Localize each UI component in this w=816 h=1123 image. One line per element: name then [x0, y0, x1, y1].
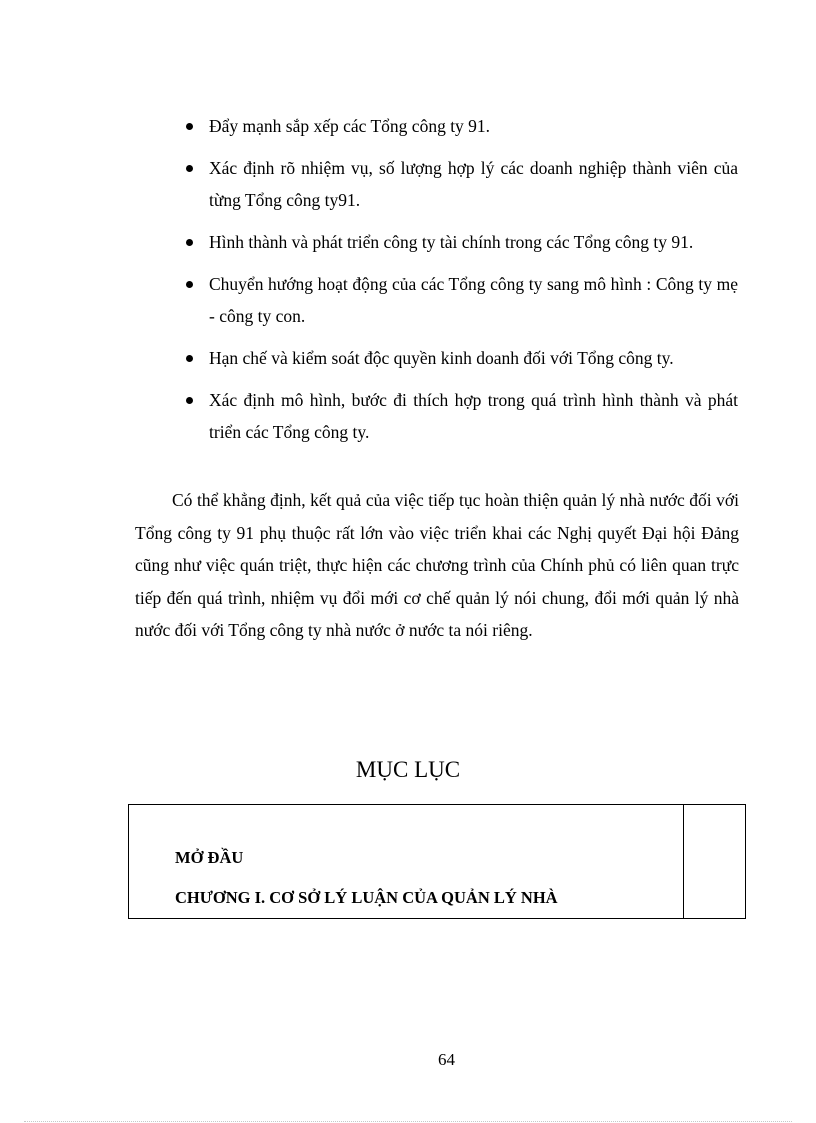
bullet-text: Hình thành và phát triển công ty tài chính trong các Tổng công ty 91. [209, 232, 694, 252]
bullet-text: Xác định rõ nhiệm vụ, số lượng hợp lý các doanh nghiệp thành viên của từng Tổng công ty91. [209, 158, 738, 210]
bullet-item [182, 384, 738, 448]
bullet-text: Xác định mô hình, bước đi thích hợp trong quá trình hình thành và phát triển các Tổng công ty. [209, 390, 738, 442]
bullet-text: Đẩy mạnh sắp xếp các Tổng công ty 91. [209, 116, 491, 136]
bullet-item [182, 226, 738, 258]
bullet-item [182, 152, 738, 216]
toc-entry-chapter-1: CHƯƠNG I. CƠ SỞ LÝ LUẬN CỦA QUẢN LÝ NHÀ [175, 888, 558, 907]
bullet-icon [186, 355, 193, 362]
page-number: 64 [438, 1050, 455, 1069]
bullet-icon [186, 281, 193, 288]
toc-table [128, 804, 746, 919]
bullet-item [182, 342, 738, 374]
bullet-icon [186, 239, 193, 246]
toc-column-divider [683, 805, 684, 918]
bullet-item [182, 268, 738, 332]
bullet-icon [186, 397, 193, 404]
bullet-item [182, 110, 738, 142]
bullet-text: Hạn chế và kiểm soát độc quyền kinh doanh đối với Tổng công ty. [209, 348, 674, 368]
bullet-icon [186, 165, 193, 172]
page-bottom-rule [24, 1121, 792, 1122]
bullet-text: Chuyển hướng hoạt động của các Tổng công ty sang mô hình : Công ty mẹ - công ty con. [209, 274, 738, 326]
toc-entry-introduction: MỞ ĐẦU [175, 848, 244, 867]
bullet-list [182, 110, 738, 458]
bullet-icon [186, 123, 193, 130]
body-paragraph: Có thể khẳng định, kết quả của việc tiếp tục hoàn thiện quản lý nhà nước đối với Tổng công ty 91 phụ thuộc rất lớn vào việc triển khai các Nghị quyết Đại hội Đảng cũng như việc quán triệt, thực hiện các chương trình của Chính phủ có liên quan trực tiếp đến quá trình, nhiệm vụ đổi mới cơ chế quản lý nói chung, đổi mới quản lý nhà nước đối với Tổng công ty nhà nước ở nước ta nói riêng. [135, 490, 739, 640]
toc-title: MỤC LỤC [355, 757, 461, 782]
